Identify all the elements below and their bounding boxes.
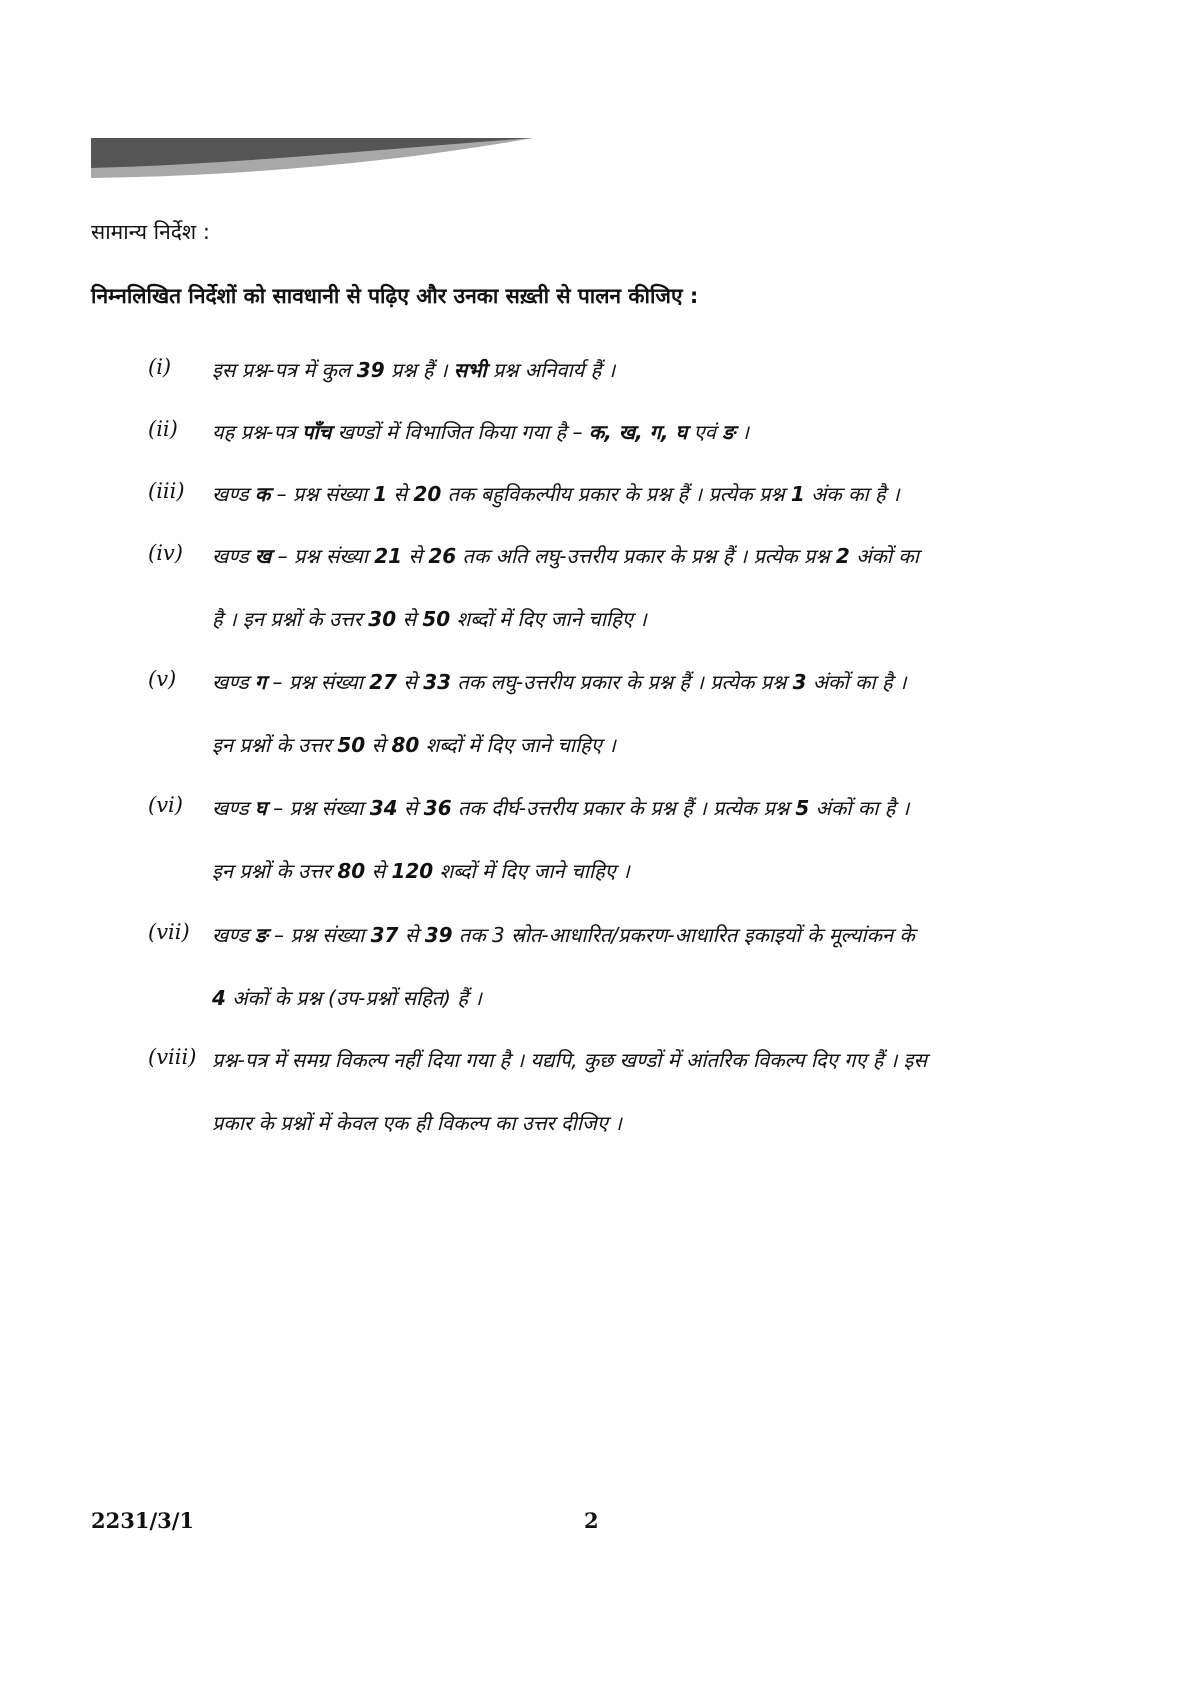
instruction-text: प्रश्न-पत्र में समग्र विकल्प नहीं दिया गया है । यद्यपि, कुछ खण्डों में आंतरिक विकल्प दिए गए हैं । इस xyxy=(212,1048,928,1072)
instruction-number: (vii) xyxy=(148,920,190,944)
instruction-text: खण्ड ख – प्रश्न संख्या 21 से 26 तक अति लघु-उत्तरीय प्रकार के प्रश्न हैं । प्रत्येक प्रश्न 2 अंकों का xyxy=(212,544,919,568)
instruction-number: (iii) xyxy=(148,479,185,503)
instruction-item xyxy=(148,1045,927,1138)
page-number: 2 xyxy=(584,1508,599,1533)
instruction-item xyxy=(148,541,919,634)
instruction-item xyxy=(148,479,900,509)
instruction-item xyxy=(148,667,907,760)
instruction-text: इन प्रश्नों के उत्तर 50 से 80 शब्दों में दिए जाने चाहिए । xyxy=(212,733,616,757)
instruction-text: यह प्रश्न-पत्र पाँच खण्डों में विभाजित किया गया है – क, ख, ग, घ एवं ङ । xyxy=(212,420,749,444)
instruction-text: खण्ड क – प्रश्न संख्या 1 से 20 तक बहुविकल्पीय प्रकार के प्रश्न हैं । प्रत्येक प्रश्न 1 अंक का है । xyxy=(212,482,900,506)
decorative-header-bar xyxy=(91,138,533,178)
instruction-text: प्रकार के प्रश्नों में केवल एक ही विकल्प का उत्तर दीजिए । xyxy=(212,1111,622,1135)
instruction-text: इस प्रश्न-पत्र में कुल 39 प्रश्न हैं । सभी प्रश्न अनिवार्य हैं । xyxy=(212,358,616,382)
instruction-item xyxy=(148,920,915,1013)
instruction-item xyxy=(148,793,909,886)
instruction-number: (i) xyxy=(148,355,172,379)
instruction-number: (iv) xyxy=(148,541,183,565)
instruction-text: खण्ड घ – प्रश्न संख्या 34 से 36 तक दीर्घ-उत्तरीय प्रकार के प्रश्न हैं । प्रत्येक प्रश्न 5 अंकों का है । xyxy=(212,796,910,820)
paper-code: 2231/3/1 xyxy=(91,1508,195,1533)
instruction-text: खण्ड ग – प्रश्न संख्या 27 से 33 तक लघु-उत्तरीय प्रकार के प्रश्न हैं । प्रत्येक प्रश्न 3 अंकों का है । xyxy=(212,670,907,694)
section-title: सामान्य निर्देश : xyxy=(91,220,210,244)
instruction-text: 4 अंकों के प्रश्न (उप-प्रश्नों सहित) हैं । xyxy=(212,986,482,1010)
instruction-number: (viii) xyxy=(148,1045,197,1069)
instruction-text: है । इन प्रश्नों के उत्तर 30 से 50 शब्दों में दिए जाने चाहिए । xyxy=(212,607,647,631)
instruction-item xyxy=(148,355,615,385)
instruction-number: (v) xyxy=(148,667,177,691)
instruction-item xyxy=(148,417,749,447)
instruction-text: खण्ड ङ – प्रश्न संख्या 37 से 39 तक 3 स्रोत-आधारित/प्रकरण-आधारित इकाइयों के मूल्यांकन के xyxy=(212,923,915,947)
section-subtitle: निम्नलिखित निर्देशों को सावधानी से पढ़िए और उनका सख़्ती से पालन कीजिए : xyxy=(91,284,699,308)
instruction-number: (ii) xyxy=(148,417,178,441)
instruction-text: इन प्रश्नों के उत्तर 80 से 120 शब्दों में दिए जाने चाहिए । xyxy=(212,859,630,883)
instruction-number: (vi) xyxy=(148,793,183,817)
